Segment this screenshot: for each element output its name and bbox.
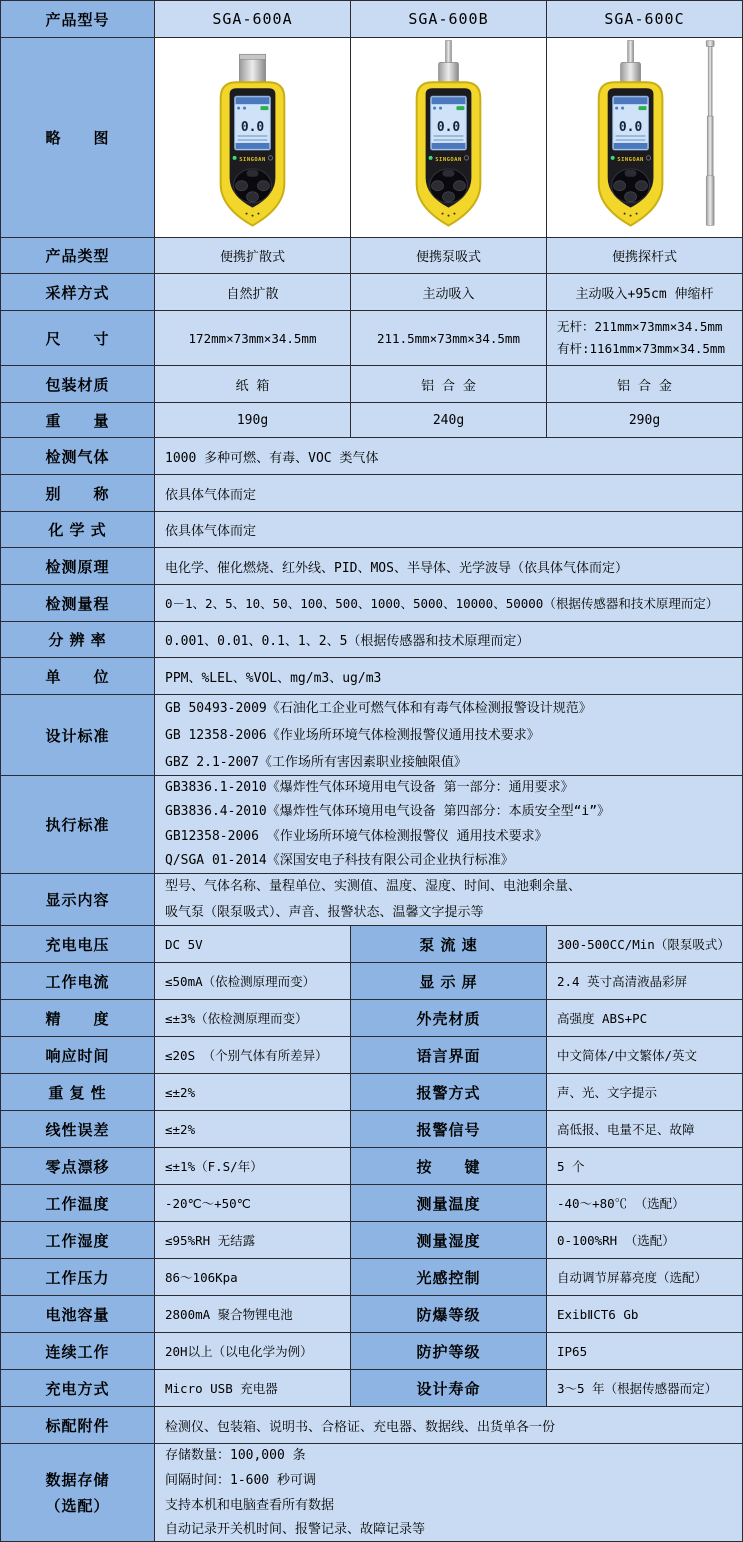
principle-row (1, 548, 742, 585)
value-gas: 1000 多种可燃、有毒、VOC 类气体 (155, 438, 742, 475)
value-type-b: 便携泵吸式 (351, 238, 547, 274)
pump-probe-icon (621, 40, 641, 82)
value-principle: 电化学、催化燃烧、红外线、PID、MOS、半导体、光学波导（依具体气体而定） (155, 548, 742, 585)
zero-drift-row (1, 1148, 742, 1185)
display-content-line-2: 吸气泵（限泵吸式）、声音、报警状态、温馨文字提示等 (165, 904, 484, 920)
product-image-sga-600c (547, 38, 742, 238)
value-measure-temp: -40～+80℃ （选配） (547, 1185, 742, 1222)
data-storage-line-1: 存储数量：100,000 条 (165, 1448, 306, 1464)
accuracy-row (1, 1000, 742, 1037)
label-gas: 检测气体 (1, 438, 155, 475)
value-pump-flow: 300-500CC/Min（限泵吸式） (547, 926, 742, 963)
label-design-life: 设计寿命 (351, 1370, 547, 1407)
value-alarm-mode: 声、光、文字提示 (547, 1074, 742, 1111)
detector-c-illustration (547, 38, 742, 238)
detector-a-illustration (155, 38, 350, 238)
label-display-content: 显示内容 (1, 874, 155, 926)
label-principle: 检测原理 (1, 548, 155, 585)
button-pad (612, 168, 650, 202)
detector-b-illustration (351, 38, 546, 238)
screen-reading: 0.0 (436, 119, 461, 135)
label-alias: 别 称 (1, 475, 155, 512)
value-size-c (547, 311, 742, 366)
size-c-line-2: 有杆:1161mm×73mm×34.5mm (557, 341, 725, 356)
value-zero-drift: ≤±1%（F.S/年） (155, 1148, 351, 1185)
label-working-humidity: 工作湿度 (1, 1222, 155, 1259)
data-storage-label-line-2: （选配） (45, 1497, 110, 1515)
value-charge-voltage: DC 5V (155, 926, 351, 963)
value-shell-material: 高强度 ABS+PC (547, 1000, 742, 1037)
sketch-row (1, 38, 742, 238)
value-measure-humidity: 0-100%RH （选配） (547, 1222, 742, 1259)
value-design-life: 3～5 年（根据传感器而定） (547, 1370, 742, 1407)
button-pad (430, 168, 468, 202)
label-product-model: 产品型号 (1, 1, 155, 38)
value-design-standard (155, 695, 742, 776)
execution-standard-line-1: GB3836.1-2010《爆炸性气体环境用电气设备 第一部分：通用要求》 (165, 779, 574, 795)
label-protection-grade: 防护等级 (351, 1333, 547, 1370)
label-working-temp: 工作温度 (1, 1185, 155, 1222)
label-measure-humidity: 测量湿度 (351, 1222, 547, 1259)
size-row (1, 311, 742, 366)
model-name-sga-600c: SGA-600C (547, 1, 742, 38)
label-execution-standard: 执行标准 (1, 776, 155, 874)
screen-reading: 0.0 (240, 119, 265, 135)
value-light-control: 自动调节屏幕亮度（选配） (547, 1259, 742, 1296)
response-time-row (1, 1037, 742, 1074)
value-weight-b: 240g (351, 403, 547, 438)
execution-standard-line-3: GB12358-2006 《作业场所环境气体检测报警仪 通用技术要求》 (165, 828, 548, 844)
value-resolution: 0.001、0.01、0.1、1、2、5（根据传感器和技术原理而定） (155, 622, 742, 658)
value-display-screen: 2.4 英寸高清液晶彩屏 (547, 963, 742, 1000)
value-size-b: 211.5mm×73mm×34.5mm (351, 311, 547, 366)
sampling-row (1, 274, 742, 311)
charge-voltage-row (1, 926, 742, 963)
label-design-standard: 设计标准 (1, 695, 155, 776)
label-light-control: 光感控制 (351, 1259, 547, 1296)
label-accessories: 标配附件 (1, 1407, 155, 1444)
value-size-a: 172mm×73mm×34.5mm (155, 311, 351, 366)
value-weight-a: 190g (155, 403, 351, 438)
design-standard-line-1: GB 50493-2009《石油化工企业可燃气体和有毒气体检测报警设计规范》 (165, 700, 592, 716)
size-c-line-1: 无杆：211mm×73mm×34.5mm (557, 319, 723, 334)
execution-standard-line-2: GB3836.4-2010《爆炸性气体环境用电气设备 第四部分：本质安全型“i”》 (165, 804, 611, 819)
led-indicator (429, 155, 433, 159)
value-sampling-c: 主动吸入+95cm 伸缩杆 (547, 274, 742, 311)
label-working-current: 工作电流 (1, 963, 155, 1000)
value-buttons: 5 个 (547, 1148, 742, 1185)
working-current-row (1, 963, 742, 1000)
working-temp-row (1, 1185, 742, 1222)
product-type-row (1, 238, 742, 274)
value-data-storage (155, 1444, 742, 1542)
data-storage-row (1, 1444, 742, 1542)
label-linearity: 线性误差 (1, 1111, 155, 1148)
value-alarm-signal: 高低报、电量不足、故障 (547, 1111, 742, 1148)
label-alarm-mode: 报警方式 (351, 1074, 547, 1111)
value-unit: PPM、%LEL、%VOL、mg/m3、ug/m3 (155, 658, 742, 695)
value-accuracy: ≤±3%（依检测原理而变） (155, 1000, 351, 1037)
brand-logo: SINGOAN (435, 156, 462, 163)
sensor-cap-icon (240, 54, 266, 82)
label-display-screen: 显 示 屏 (351, 963, 547, 1000)
value-response-time: ≤20S （个别气体有所差异） (155, 1037, 351, 1074)
value-working-temp: -20℃～+50℃ (155, 1185, 351, 1222)
range-row (1, 585, 742, 622)
label-sketch: 略 图 (1, 38, 155, 238)
execution-standard-line-4: Q/SGA 01-2014《深国安电子科技有限公司企业执行标准》 (165, 853, 514, 868)
repeatability-row (1, 1074, 742, 1111)
label-range: 检测量程 (1, 585, 155, 622)
value-protection-grade: IP65 (547, 1333, 742, 1370)
battery-icon (456, 106, 464, 110)
value-repeatability: ≤±2% (155, 1074, 351, 1111)
value-packaging-c: 铝 合 金 (547, 366, 742, 403)
value-linearity: ≤±2% (155, 1111, 351, 1148)
label-battery-capacity: 电池容量 (1, 1296, 155, 1333)
lcd-screen (431, 96, 467, 150)
label-working-pressure: 工作压力 (1, 1259, 155, 1296)
design-standard-row (1, 695, 742, 776)
button-pad (234, 168, 272, 202)
label-data-storage (1, 1444, 155, 1542)
value-accessories: 检测仪、包装箱、说明书、合格证、充电器、数据线、出货单各一份 (155, 1407, 742, 1444)
label-shell-material: 外壳材质 (351, 1000, 547, 1037)
label-measure-temp: 测量温度 (351, 1185, 547, 1222)
value-working-humidity: ≤95%RH 无结露 (155, 1222, 351, 1259)
label-language: 语言界面 (351, 1037, 547, 1074)
telescopic-rod-icon (706, 40, 714, 225)
continuous-work-row (1, 1333, 742, 1370)
label-pump-flow: 泵 流 速 (351, 926, 547, 963)
label-alarm-signal: 报警信号 (351, 1111, 547, 1148)
brand-logo: SINGOAN (239, 156, 266, 163)
value-continuous-work: 20H以上（以电化学为例） (155, 1333, 351, 1370)
value-weight-c: 290g (547, 403, 742, 438)
resolution-row (1, 622, 742, 658)
packaging-row (1, 366, 742, 403)
label-weight: 重 量 (1, 403, 155, 438)
brand-logo: SINGOAN (617, 156, 644, 163)
accessories-row (1, 1407, 742, 1444)
value-sampling-a: 自然扩散 (155, 274, 351, 311)
unit-row (1, 658, 742, 695)
value-packaging-a: 纸 箱 (155, 366, 351, 403)
label-buttons: 按 键 (351, 1148, 547, 1185)
value-battery-capacity: 2800mA 聚合物锂电池 (155, 1296, 351, 1333)
battery-capacity-row (1, 1296, 742, 1333)
linearity-row (1, 1111, 742, 1148)
data-storage-line-3: 支持本机和电脑查看所有数据 (165, 1497, 335, 1513)
battery-icon (260, 106, 268, 110)
charging-mode-row (1, 1370, 742, 1407)
value-explosion-proof: ExibⅡCT6 Gb (547, 1296, 742, 1333)
design-standard-line-3: GBZ 2.1-2007《工作场所有害因素职业接触限值》 (165, 754, 467, 770)
label-accuracy: 精 度 (1, 1000, 155, 1037)
label-explosion-proof: 防爆等级 (351, 1296, 547, 1333)
label-continuous-work: 连续工作 (1, 1333, 155, 1370)
label-repeatability: 重 复 性 (1, 1074, 155, 1111)
value-type-c: 便携探杆式 (547, 238, 742, 274)
product-image-sga-600a (155, 38, 351, 238)
value-charging-mode: Micro USB 充电器 (155, 1370, 351, 1407)
label-product-type: 产品类型 (1, 238, 155, 274)
design-standard-line-2: GB 12358-2006《作业场所环境气体检测报警仪通用技术要求》 (165, 727, 540, 743)
alias-row (1, 475, 742, 512)
pump-probe-icon (439, 40, 459, 82)
gas-row (1, 438, 742, 475)
product-image-sga-600b (351, 38, 547, 238)
label-charging-mode: 充电方式 (1, 1370, 155, 1407)
label-resolution: 分 辨 率 (1, 622, 155, 658)
working-pressure-row (1, 1259, 742, 1296)
label-packaging: 包装材质 (1, 366, 155, 403)
battery-icon (639, 106, 647, 110)
data-storage-line-2: 间隔时间：1-600 秒可调 (165, 1472, 316, 1488)
label-formula: 化 学 式 (1, 512, 155, 548)
model-row (1, 1, 742, 38)
label-response-time: 响应时间 (1, 1037, 155, 1074)
working-humidity-row (1, 1222, 742, 1259)
model-name-sga-600b: SGA-600B (351, 1, 547, 38)
execution-standard-row (1, 776, 742, 874)
label-charge-voltage: 充电电压 (1, 926, 155, 963)
value-formula: 依具体气体而定 (155, 512, 742, 548)
screen-reading: 0.0 (618, 119, 643, 135)
label-sampling: 采样方式 (1, 274, 155, 311)
weight-row (1, 403, 742, 438)
display-content-row (1, 874, 742, 926)
label-size: 尺 寸 (1, 311, 155, 366)
display-content-line-1: 型号、气体名称、量程单位、实测值、温度、湿度、时间、电池剩余量、 (165, 878, 582, 894)
value-language: 中文简体/中文繁体/英文 (547, 1037, 742, 1074)
data-storage-line-4: 自动记录开关机时间、报警记录、故障记录等 (165, 1522, 426, 1538)
value-alias: 依具体气体而定 (155, 475, 742, 512)
value-working-current: ≤50mA（依检测原理而变） (155, 963, 351, 1000)
led-indicator (611, 155, 615, 159)
model-name-sga-600a: SGA-600A (155, 1, 351, 38)
value-sampling-b: 主动吸入 (351, 274, 547, 311)
formula-row (1, 512, 742, 548)
label-unit: 单 位 (1, 658, 155, 695)
value-type-a: 便携扩散式 (155, 238, 351, 274)
value-display-content (155, 874, 742, 926)
value-working-pressure: 86～106Kpa (155, 1259, 351, 1296)
led-indicator (233, 155, 237, 159)
value-execution-standard (155, 776, 742, 874)
lcd-screen (613, 96, 649, 150)
data-storage-label-line-1: 数据存储 (45, 1471, 110, 1489)
value-packaging-b: 铝 合 金 (351, 366, 547, 403)
label-zero-drift: 零点漂移 (1, 1148, 155, 1185)
value-range: 0－1、2、5、10、50、100、500、1000、5000、10000、50000（根据传感器和技术原理而定） (155, 585, 742, 622)
lcd-screen (235, 96, 271, 150)
